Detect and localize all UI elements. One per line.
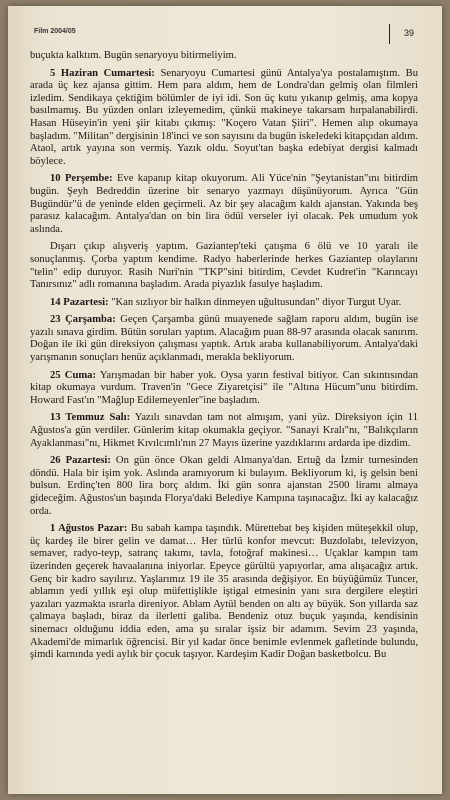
page-header — [30, 24, 420, 42]
entry-date: 23 Çarşamba: — [50, 314, 116, 326]
paragraph — [30, 50, 418, 63]
paragraph — [30, 412, 418, 450]
paragraph — [30, 297, 418, 310]
entry-date: 10 Perşembe: — [50, 173, 113, 185]
paragraph-text: Yarışmadan bir haber yok. Oysa yarın festival bitiyor. Can sıkıntısından kitap okumaya vurdum. Traven'in "Gece Ziyaretçisi" ile "Altına Hücum"unu bitirdim. Howard Fast'ın "Mağlup Edilemeyenler"ine başladım. — [30, 369, 419, 406]
paragraph-text: Geçen Çarşamba günü muayenede sağlam raporu aldım, bugün ise yazılı sınava girdim. Bütün soruları yaptım. Alacağım puan 88-97 arasında olacak sanırım. Doğan ile iki gün direksiyon çalışması yaptık. Artık araba kullanabiliyorum. Antalya'daki yarışmanın sonuçları henüz açıklanmadı, merakla bekliyorum. — [30, 314, 418, 364]
paragraph — [30, 314, 418, 364]
paragraph-text: buçukta kalktım. Bugün senaryoyu bitirmeliyim. — [30, 50, 237, 61]
paragraph — [30, 68, 418, 169]
page-body — [30, 50, 418, 667]
header-divider — [389, 24, 390, 44]
paragraph — [30, 523, 418, 662]
entry-date: 1 Ağustos Pazar: — [50, 523, 128, 535]
entry-date: 5 Haziran Cumartesi: — [50, 67, 155, 79]
page-number: 39 — [403, 28, 414, 38]
entry-date: 26 Pazartesi: — [50, 455, 111, 467]
paragraph-text: Senaryoyu Cumartesi günü Antalya'ya postalamıştım. Bu arada üç kez ajansa gittim. Hem para aldım, hem de Londra'dan gelmiş olan filmleri izledim. Sendikaya çektiğim bölümler de iyi idi. Son üç kutu yıkanıp gelmiş, ama kopya basılmamış. Bu yüzden onları izleyemedim, çünkü makineye takarsam hırpalanabilirdi. Hasan Hüseyin'in yeni şiir kitabı çıkmış: "Koçero Vatan Şiiri". Hemen alıp okumaya başladım. "Militan" dergisinin 18'inci ve son sayısını da bugün iskeledeki kitapçıdan aldım. Ataol, artık yayına son vermiş. Yazık oldu. Soyut'tan başka edebiyat dergisi kalmadı böylece. — [30, 67, 419, 167]
paragraph — [30, 455, 418, 518]
book-page — [8, 6, 442, 794]
paragraph-text: Yazılı sınavdan tam not almışım, yani yüz. Direksiyon için 11 Ağustos'a gün verdiler. Günlerim kitap okumakla geçiyor. "Sanayi Kralı"nı, "Balıkçıların Ayaklanması"nı, Hikmet Kıvılcımlı'nın 27 Mayıs üzerine yazdıklarını ardarda ipe dizdim. — [30, 412, 419, 449]
paragraph — [30, 370, 418, 408]
entry-date: 14 Pazartesi: — [50, 296, 109, 308]
entry-date: 13 Temmuz Salı: — [50, 412, 131, 424]
paragraph — [30, 241, 418, 291]
paragraph-text: Dışarı çıkıp alışveriş yaptım. Gaziantep'teki çatışma 6 ölü ve 10 yaralı ile sonuçlanmış. Çorba yaptım kendime. Radyo haberlerinde herkes Gaziantep olaylarını "telin" edip duruyor. Rasih Nuri'nin "TKP"sini bitirdim, Cevdet Kudret'in "Karıncayı Tanırsınız" adlı romanına başladım. Arada piyazlık fasulye haşladım. — [30, 241, 418, 291]
paragraph-text: On gün önce Okan geldi Almanya'dan. Ertuğ da İzmir turnesinden döndü. Hala bir işim yok. Aslında aramıyorum ki bulayım. Bekliyorum ki, iş gelsin beni bulsun. Erdinç'ten 800 lira borç aldım. İki gün sonra ajanstan 2500 liramı almaya gideceğim. Ağustos'un başında Florya'daki Belediye Kampına taşınacağız. İki ay kalacağız orda. — [30, 455, 418, 517]
entry-date: 25 Cuma: — [50, 369, 97, 381]
paragraph-text: "Kan sızlıyor bir halkın dinmeyen uğultusundan" diyor Turgut Uyar. — [108, 296, 402, 308]
paragraph-text: Bu sabah kampa taşındık. Mürettebat beş kişiden müteşekkil olup, üç kardeş ile birer gelin ve damat… Her türlü konfor mevcut: Buzdolabı, televizyon, semaver, radyo-teyp, satranç takımı, tavla, fotoğraf makinesi… Uçaklar kampın tam üzerinden geçerek havaalanına iniyorlar. Epeyce gürültü yapıyorlar, ama alışacağız artık. Genç bir kadro sayılırız. Yaşlarımız 19 ile 35 arasında değişiyor. En büyüğümüz Tuncer, ablamın yedi yıllık eşi olup müfettişlikle iştigal etmesinin yanı sıra dergilere eleştiri yazıları yazmakta ısrarla direniyor. Ablam Aytül benden on altı ay büyük. Son yıllarda saz çalmaya başladı, biraz da ilerletti galiba. Bendeniz otuz buçuk yaşında, kendisinin sinemacı olduğunu iddia eden, ama şu sıralar işsiz bir adamım. Sevim 23 yaşında, Akademi'de mimarlık öğrencisi. Bir yıl kadar önce benimle evlenmek gafletinde bulundu, şimdi karnında yedi aylık bir çocuk taşıyor. Kardeşim Kadir Doğan basketbolcu. Bu — [30, 523, 419, 661]
paragraph-text: Eve kapanıp kitap okuyorum. Ali Yüce'nin "Şeytanistan"ını bitirdim bugün. Şeyh Bedreddin üzerine bir senaryo yazmayı düşünüyorum. Ayrıca "Gün Bugündür"ü de yeninde elden geçirmeli. Az bir şey alacağım kaldı ajanstan. Yakında beş parasız kalacağım. Antalya'dan on bin lira ödül verseler iyi olacak. Pek umudum yok aslında. — [30, 173, 418, 235]
paragraph — [30, 173, 418, 236]
running-head: Film 2004/05 — [34, 28, 76, 35]
